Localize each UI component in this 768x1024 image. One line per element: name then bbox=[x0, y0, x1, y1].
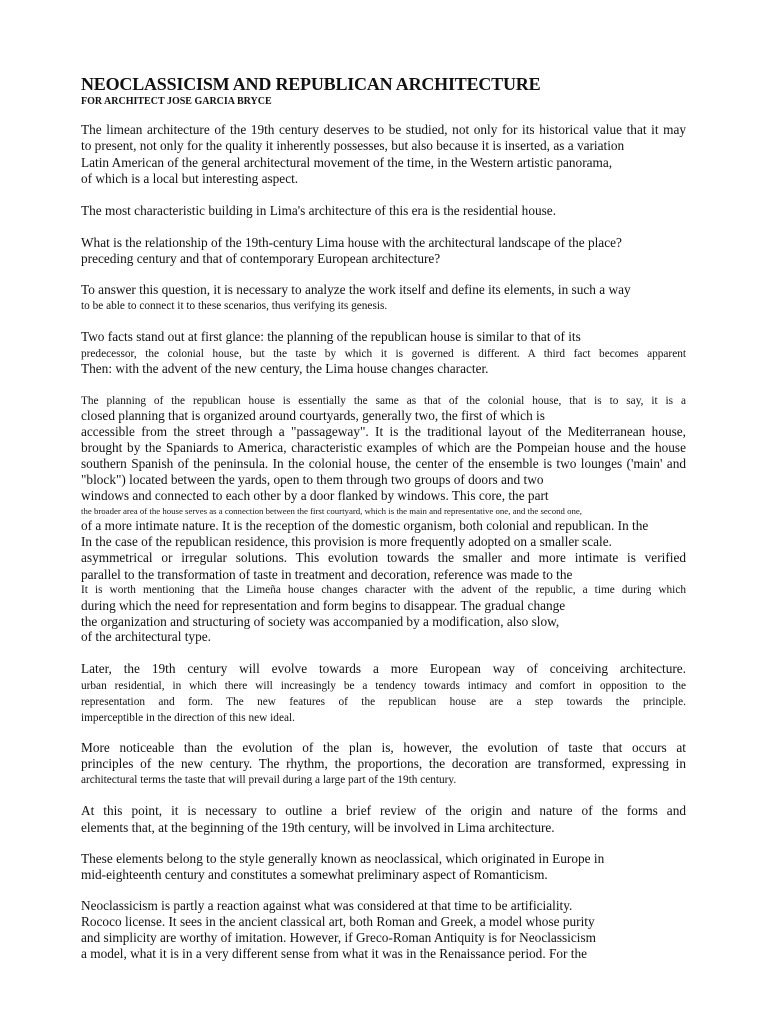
paragraph-3-line: preceding century and that of contemporary European architecture? bbox=[81, 251, 441, 266]
paragraph-4-line: To answer this question, it is necessary to analyze the work itself and define its elements, in such a way bbox=[81, 282, 631, 297]
paragraph-6-line: of a more intimate nature. It is the reception of the domestic organism, both colonial and republican. In the bbox=[81, 518, 649, 533]
paragraph-10-line: mid-eighteenth century and constitutes a somewhat preliminary aspect of Romanticism. bbox=[81, 867, 548, 882]
paragraph-5-line: Then: with the advent of the new century, the Lima house changes character. bbox=[81, 361, 489, 376]
paragraph-9-line: elements that, at the beginning of the 19th century, will be involved in Lima architecture. bbox=[81, 820, 555, 835]
paragraph-7-line: imperceptible in the direction of this new ideal. bbox=[81, 712, 295, 724]
paragraph-5-line: Two facts stand out at first glance: the planning of the republican house is similar to that of its bbox=[81, 329, 581, 344]
paragraph-6-line: southern Spanish of the peninsula. In the colonial house, the center of the ensemble is two lounges ('main' and bbox=[81, 456, 686, 471]
paragraph-6-line: during which the need for representation and form begins to disappear. The gradual change bbox=[81, 598, 566, 613]
paragraph-6-line: closed planning that is organized around courtyards, generally two, the first of which is bbox=[81, 408, 545, 423]
paragraph-11-line: and simplicity are worthy of imitation. However, if Greco-Roman Antiquity is for Neoclassicism bbox=[81, 930, 596, 945]
document-title: NEOCLASSICISM AND REPUBLICAN ARCHITECTURE bbox=[81, 74, 541, 94]
paragraph-6-line: It is worth mentioning that the Limeña house changes character with the advent of the republic, a time during which bbox=[81, 584, 686, 596]
paragraph-5-line: predecessor, the colonial house, but the taste by which it is governed is different. A third fact becomes apparent bbox=[81, 348, 686, 360]
paragraph-10-line: These elements belong to the style generally known as neoclassical, which originated in Europe in bbox=[81, 851, 605, 866]
paragraph-8-line: principles of the new century. The rhythm, the proportions, the decoration are transformed, expressing in bbox=[81, 756, 686, 771]
paragraph-6-line: of the architectural type. bbox=[81, 629, 211, 644]
paragraph-8-line: architectural terms the taste that will prevail during a large part of the 19th century. bbox=[81, 774, 457, 786]
paragraph-6-line: brought by the Spaniards to America, characteristic examples of which are the Pompeian house and the house bbox=[81, 440, 686, 455]
paragraph-9-line: At this point, it is necessary to outline a brief review of the origin and nature of the forms and bbox=[81, 803, 686, 818]
paragraph-1-line: The limean architecture of the 19th century deserves to be studied, not only for its historical value that it may bbox=[81, 122, 686, 137]
paragraph-6-line: The planning of the republican house is essentially the same as that of the colonial house, that is to say, it is a bbox=[81, 395, 686, 407]
paragraph-11-line: a model, what it is in a very different sense from what it was in the Renaissance period. For the bbox=[81, 946, 588, 961]
document-subtitle: FOR ARCHITECT JOSE GARCIA BRYCE bbox=[81, 96, 272, 107]
paragraph-6-line: the broader area of the house serves as a connection between the first courtyard, which is the main and representative one, and the second one, bbox=[81, 506, 582, 516]
paragraph-8-line: More noticeable than the evolution of the plan is, however, the evolution of taste that occurs at bbox=[81, 740, 686, 755]
paragraph-2-line: The most characteristic building in Lima's architecture of this era is the residential house. bbox=[81, 203, 557, 218]
paragraph-1-line: to present, not only for the quality it inherently possesses, but also because it is inserted, as a variation bbox=[81, 138, 625, 153]
paragraph-7-line: Later, the 19th century will evolve towards a more European way of conceiving architecture. bbox=[81, 661, 686, 676]
paragraph-6-line: the organization and structuring of society was accompanied by a modification, also slow, bbox=[81, 614, 560, 629]
paragraph-11-line: Neoclassicism is partly a reaction against what was considered at that time to be artificiality. bbox=[81, 898, 573, 913]
paragraph-6-line: In the case of the republican residence, this provision is more frequently adopted on a smaller scale. bbox=[81, 534, 612, 549]
paragraph-6-line: parallel to the transformation of taste in treatment and decoration, reference was made to the bbox=[81, 567, 573, 582]
paragraph-1-line: of which is a local but interesting aspect. bbox=[81, 171, 299, 186]
paragraph-7-line: urban residential, in which there will increasingly be a tendency towards intimacy and comfort in opposition to the bbox=[81, 680, 686, 692]
paragraph-4-line: to be able to connect it to these scenarios, thus verifying its genesis. bbox=[81, 300, 388, 312]
paragraph-6-line: accessible from the street through a "passageway". It is the traditional layout of the Mediterranean house, bbox=[81, 424, 686, 439]
paragraph-3-line: What is the relationship of the 19th-century Lima house with the architectural landscape of the place? bbox=[81, 235, 622, 250]
paragraph-6-line: asymmetrical or irregular solutions. This evolution towards the smaller and more intimate is verified bbox=[81, 550, 686, 565]
paragraph-6-line: "block") located between the yards, open to them through two groups of doors and two bbox=[81, 472, 544, 487]
paragraph-6-line: windows and connected to each other by a door flanked by windows. This core, the part bbox=[81, 488, 549, 503]
paragraph-1-line: Latin American of the general architectural movement of the time, in the Western artistic panorama, bbox=[81, 155, 613, 170]
paragraph-7-line: representation and form. The new features of the republican house are a step towards the principle. bbox=[81, 696, 686, 708]
paragraph-11-line: Rococo license. It sees in the ancient classical art, both Roman and Greek, a model whose purity bbox=[81, 914, 595, 929]
